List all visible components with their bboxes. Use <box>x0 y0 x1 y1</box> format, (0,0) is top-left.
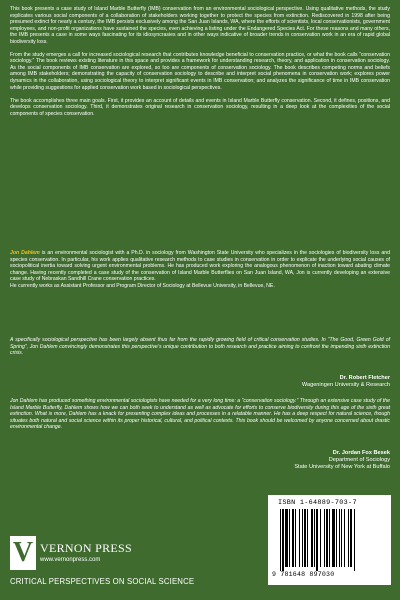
barcode-digits: 9 781648 897030 <box>272 571 335 578</box>
barcode-stripe <box>282 509 284 571</box>
barcode-stripe <box>285 509 288 567</box>
publisher-logo-letter: V <box>12 537 34 568</box>
barcode-stripe <box>314 509 315 567</box>
author-name: Jon Dahlem <box>10 250 40 256</box>
barcode-stripe <box>324 509 325 567</box>
barcode <box>268 495 391 585</box>
endorsement-signature <box>302 375 390 389</box>
endorser-name: Dr. Jordan Fox Besek <box>332 450 390 456</box>
barcode-stripe <box>326 509 328 567</box>
endorser-affiliation: State University of New York at Buffalo <box>294 464 390 470</box>
barcode-stripe <box>344 509 345 567</box>
summary-paragraph: The book accomplishes three main goals. First, it provides an account of details and events in Island Marble Butterfly conservation. Second, it defines, positions, and develops conservation sociology. Third, it demonstrates original research in conservation sociology, resulting in a deep look at the complexities of the social components of species conservation. <box>10 97 390 117</box>
barcode-stripe <box>295 509 296 567</box>
series-title: CRITICAL PERSPECTIVES ON SOCIAL SCIENCE <box>10 577 195 586</box>
endorsement-quote: Jon Dahlem has produced something environmental sociologists have needed for a very long time: a “conservation sociology.” Through an extensive case study of the Island Marble Butterfly, Dahlem shows how we can both seek to understand as well as advocate for efforts to conserve biodiversity during this age of the sixth great extinction. What is more, Dahlem has a knack for presenting complex ideas and processes in a relatable manner. He has a deep respect for natural science, though situates both natural and social science within its proper historical, cultural, and political contexts. This book should be welcomed by anyone concerned about drastic environmental change. <box>10 398 390 431</box>
summary-paragraph: From the study emerges a call for increased sociological research that contributes knowledge beneficial to conservation practice, or what the book calls “conservation sociology.” The book reviews existing literature in this space and provides a framework for understanding research, theory, and application in conservation sociology. As the social components of IMB conservation are explored, so too are components of conservation sociology. The book describes competing norms and beliefs among IMB stakeholders; demonstrating the capacity of conservation sociology to describe and interpret social phenomena in conservation work; explores power dynamics in the collaboration, using sociological theory to interpret significant events in IMB conservation; and analyzes the significance of time in IMB conservation while providing suggestions for applied conservation work based in sociological perspectives. <box>10 51 390 91</box>
barcode-stripe <box>320 509 321 567</box>
book-summary <box>10 6 390 124</box>
barcode-stripe <box>289 509 290 567</box>
endorser-name: Dr. Robert Fletcher <box>339 375 390 381</box>
barcode-stripe <box>302 509 303 567</box>
barcode-stripe <box>329 509 330 567</box>
publisher-url: www.vernonpress.com <box>40 557 101 563</box>
barcode-stripe <box>354 509 355 571</box>
barcode-stripe <box>292 509 294 567</box>
barcode-stripe <box>348 509 349 567</box>
barcode-stripe <box>307 509 308 567</box>
barcode-stripe <box>339 509 340 567</box>
barcode-stripe <box>350 509 352 567</box>
isbn-label: ISBN 1-64889-703-7 <box>278 499 357 507</box>
author-position: He currently works as Assistant Professor and Program Director of Sociology at Bellevue University, in Bellevue, NE. <box>10 282 275 289</box>
barcode-stripe <box>336 509 337 567</box>
author-bio-text: is an environmental sociologist with a Ph.D. in sociology from Washington State University who specializes in the sociologies of biodiversity loss and species conservation. In particular, his work applies qualitative research methods to case studies in conservation in order to explicate the underlying social causes of sociopolitical inertia toward solving urgent environmental problems. He has produced work exploring the analogous phenomenon of inaction toward abating climate change. Having recently completed a case study of the conservation of Island Marble Butterflies on San Juan Island, WA, Jon is currently developing an extensive case study of Nebraskan Sandhill Crane conservation practices. <box>10 250 390 283</box>
barcode-stripe <box>280 509 281 571</box>
barcode-stripe <box>316 509 318 571</box>
author-bio <box>10 250 390 289</box>
endorsement-quote: A specifically sociological perspective has been largely absent thus far from the rapidly growing field of critical conservation studies. In “The Good, Green Gold of Spring”, Jon Dahlem convincingly demonstrates this perspective’s unique contribution to both research and practice aiming to confront the impending sixth extinction crisis. <box>10 337 390 357</box>
barcode-stripe <box>311 509 313 567</box>
endorsement-signature <box>294 450 390 471</box>
publisher-name: VERNON PRESS <box>40 541 132 555</box>
barcode-stripe <box>299 509 300 567</box>
author-bio-paragraph <box>10 250 390 283</box>
barcode-bars <box>280 509 379 571</box>
endorser-affiliation: Wageningen University & Research <box>301 382 390 388</box>
publisher-logo <box>10 536 36 570</box>
summary-paragraph: This book presents a case study of Island Marble Butterfly (IMB) conservation from an environmental sociological perspective. Using qualitative methods, the study explicates various social components of a collaboration of stakeholders working together to protect the species from extinction. Rediscovered in 1998 after being presumed extinct for nearly a century, the IMB persists exclusively among the San Juan Islands, WA, where the efforts of scientists, local conservationists, government employees, and non-profit organizations have sustained the species, even achieving a listing under the Endangered Species Act. For these reasons and many others, the IMB presents a case in some ways fascinating for its idiosyncrasies and in other ways indicative of broader trends in conservation work in an era of rapid global biodiversity loss. <box>10 6 390 45</box>
barcode-stripe <box>341 509 342 567</box>
endorser-affiliation: Department of Sociology <box>328 457 390 463</box>
barcode-stripe <box>304 509 306 567</box>
barcode-stripe <box>332 509 335 567</box>
